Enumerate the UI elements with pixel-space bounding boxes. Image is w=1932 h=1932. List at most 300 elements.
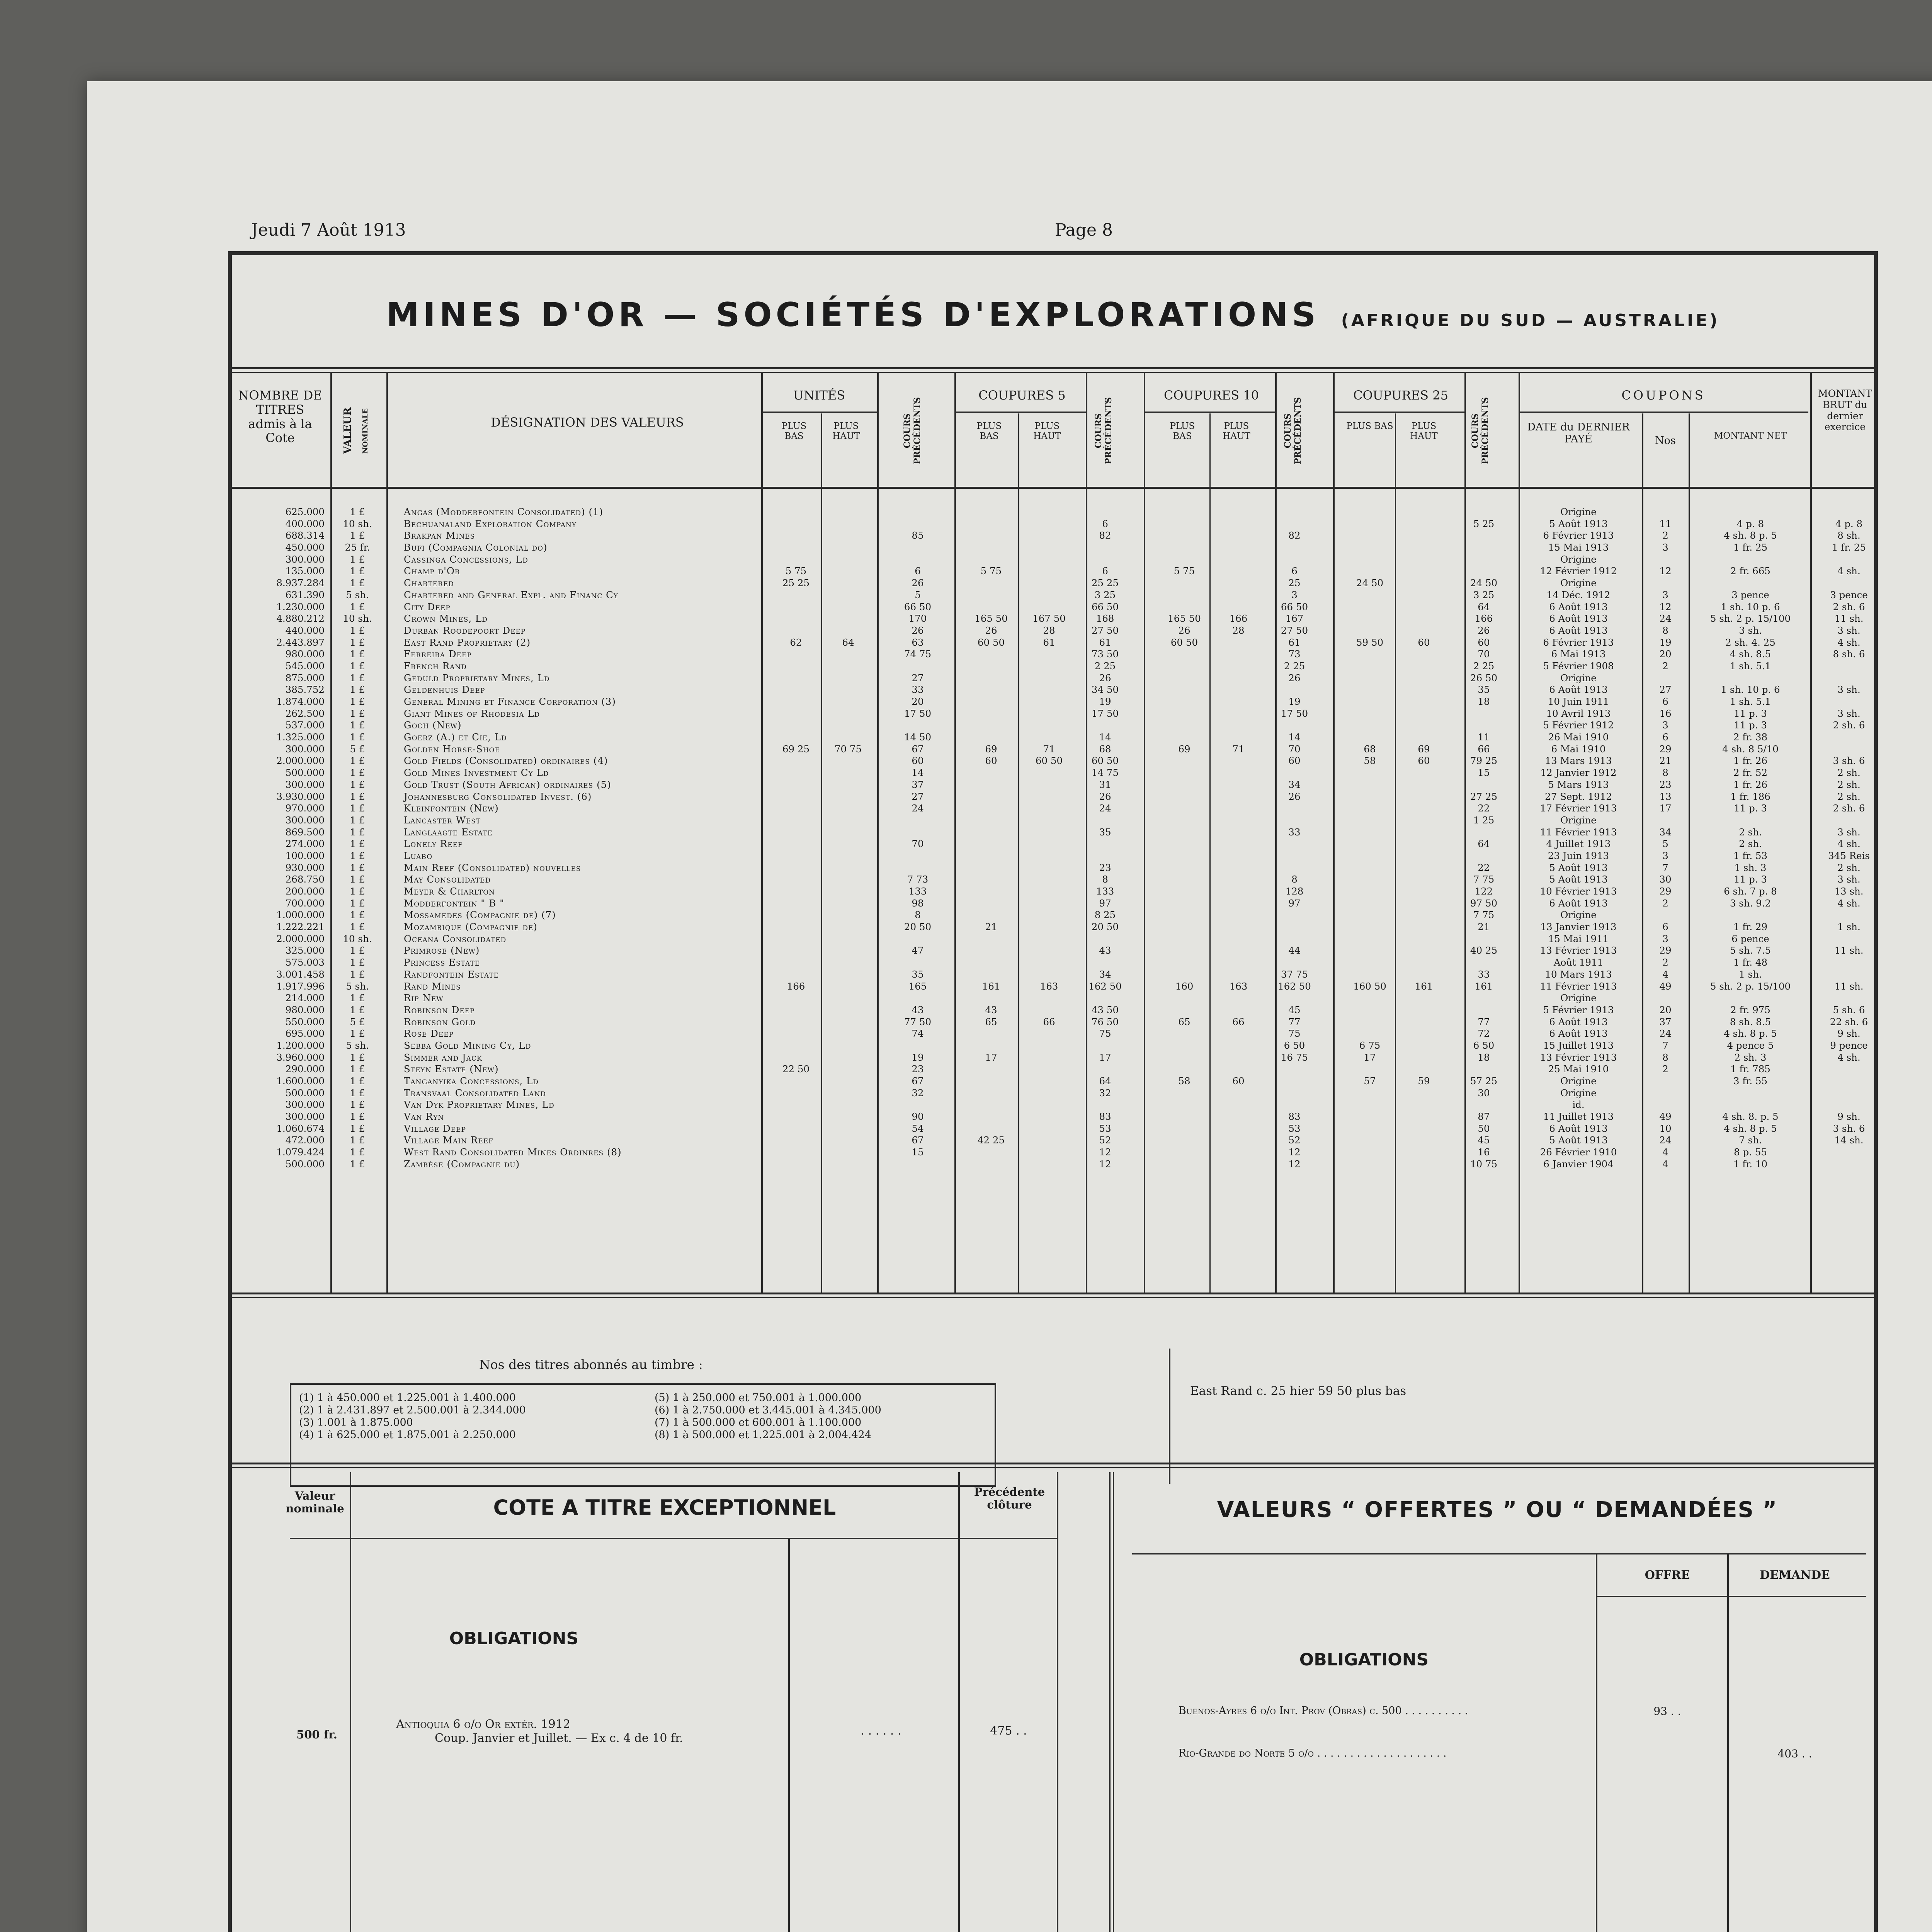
- rule: [290, 1538, 1057, 1539]
- table-row: [232, 1146, 1874, 1158]
- col-nominale: NOMINALE: [361, 408, 369, 454]
- cell-no: 24: [1659, 1028, 1672, 1039]
- cell-d: Modderfontein " B ": [404, 897, 505, 909]
- abonnes-col-b: (5) 1 à 250.000 et 750.001 à 1.000.000 (6) 1 à 2.750.000 et 3.445.001 à 4.345.000 (7) 1 à 500.000 et 600.001 à 1.100.000 (8) 1 à 500.000 et 1.225.001 à 2.004.424: [655, 1392, 881, 1441]
- cell-v: 1 £: [350, 707, 365, 719]
- cell-date: 6 Mai 1910: [1551, 743, 1606, 755]
- cell-a3: 35: [1099, 826, 1111, 838]
- table-row: [232, 1075, 1874, 1087]
- cell-c3: 11: [1478, 731, 1490, 743]
- cell-brut: 13 sh.: [1834, 886, 1864, 897]
- cell-date: 6 Août 1913: [1549, 1028, 1608, 1039]
- cell-no: 10: [1659, 1122, 1672, 1134]
- cell-v: 1 £: [350, 1146, 365, 1158]
- cell-v: 1 £: [350, 814, 365, 826]
- cell-c2: 60: [1418, 755, 1430, 767]
- cell-v: 1 £: [350, 601, 365, 612]
- cell-n: 2.000.000: [276, 755, 325, 767]
- cell-c1: 57: [1364, 1075, 1376, 1087]
- cell-no: 27: [1659, 684, 1672, 696]
- cell-v: 1 £: [350, 696, 365, 707]
- cell-d: Rose Deep: [404, 1028, 454, 1039]
- cell-d: Johannesburg Consolidated Invest. (6): [404, 791, 592, 802]
- cell-cp: 77 50: [904, 1016, 932, 1027]
- cell-brut: 3 sh.: [1837, 826, 1861, 838]
- cell-n: 325.000: [285, 945, 325, 956]
- cell-no: 8: [1662, 1051, 1668, 1063]
- cell-date: 13 Janvier 1913: [1540, 921, 1617, 933]
- exc-row-dots: . . . . . .: [861, 1724, 901, 1738]
- cell-date: 6 Mai 1913: [1551, 648, 1606, 660]
- col-coupons: COUPONS: [1621, 388, 1706, 403]
- offertes-h-offre: OFFRE: [1645, 1568, 1690, 1582]
- cell-d: Zambèse (Compagnie du): [404, 1158, 520, 1170]
- cell-c3: 3 25: [1473, 589, 1495, 600]
- cell-brut: 1 sh.: [1837, 921, 1861, 933]
- cell-n: 500.000: [285, 1158, 325, 1170]
- cell-v: 10 sh.: [343, 518, 372, 529]
- cell-brut: 4 sh.: [1837, 838, 1861, 850]
- table-row: [232, 719, 1874, 731]
- cell-no: 2: [1662, 1063, 1668, 1075]
- col-coupures5: COUPURES 5: [978, 388, 1066, 403]
- cell-c3: 57 25: [1470, 1075, 1498, 1087]
- page-header: [251, 220, 1893, 247]
- offertes-row-demande: 403 . .: [1777, 1747, 1812, 1760]
- cell-cp: 37: [912, 779, 924, 790]
- col-valeur: VALEUR: [342, 407, 354, 454]
- cell-date: 6 Août 1913: [1549, 684, 1608, 696]
- cell-v: 1 £: [350, 1099, 365, 1111]
- cell-c1: 68: [1364, 743, 1376, 755]
- cell-c3: 22: [1478, 803, 1490, 814]
- cell-c3: 1 25: [1473, 814, 1495, 826]
- cell-b3: 12: [1288, 1146, 1301, 1158]
- cell-no: 24: [1659, 1134, 1672, 1146]
- cell-a3: 133: [1096, 886, 1114, 897]
- cell-d: Lancaster West: [404, 814, 481, 826]
- cell-cp: 24: [912, 803, 924, 814]
- cell-a3: 60 50: [1091, 755, 1119, 767]
- table-row: [232, 625, 1874, 637]
- cell-brut: 2 sh.: [1837, 862, 1861, 873]
- col-date: DATE du DERNIER PAYÉ: [1527, 421, 1630, 446]
- cell-net: 3 sh. 9.2: [1730, 897, 1771, 909]
- cell-n: 300.000: [285, 553, 325, 565]
- cell-net: 2 sh. 4. 25: [1725, 636, 1776, 648]
- cell-v: 1 £: [350, 684, 365, 696]
- cell-cp: 6: [915, 565, 921, 577]
- table-row: [232, 1123, 1874, 1135]
- cell-cp: 133: [908, 886, 927, 897]
- cell-n: 8.937.284: [276, 577, 325, 589]
- cell-b3: 83: [1288, 1111, 1301, 1122]
- cell-a3: 19: [1099, 696, 1111, 707]
- cell-date: Origine: [1560, 506, 1597, 517]
- table-row: [232, 648, 1874, 660]
- cell-c3: 18: [1478, 1051, 1490, 1063]
- cell-c2: 59: [1418, 1075, 1430, 1087]
- cell-b1: 160: [1175, 980, 1194, 992]
- exc-section: OBLIGATIONS: [449, 1629, 579, 1648]
- cell-c3: 66: [1478, 743, 1490, 755]
- cell-c2: 69: [1418, 743, 1430, 755]
- mines-table: [232, 506, 1874, 1170]
- table-row: [232, 909, 1874, 921]
- cell-v: 1 £: [350, 921, 365, 933]
- col-unites-haut: PLUS HAUT: [832, 421, 860, 442]
- issue-date: Jeudi 7 Août 1913: [251, 220, 406, 240]
- cell-no: 21: [1659, 755, 1672, 767]
- cell-cp: 67: [912, 1075, 924, 1087]
- cell-date: 10 Février 1913: [1540, 886, 1617, 897]
- cell-d: Main Reef (Consolidated) nouvelles: [404, 862, 581, 873]
- cell-net: 2 fr. 665: [1730, 565, 1770, 577]
- cell-net: 1 fr. 53: [1733, 850, 1768, 861]
- cell-net: 4 sh. 8 p. 5: [1724, 530, 1777, 541]
- cell-date: 5 Mars 1913: [1548, 779, 1609, 790]
- cell-brut: 4 sh.: [1837, 636, 1861, 648]
- cell-a1: 5 75: [980, 565, 1002, 577]
- cell-net: 4 sh. 8 5/10: [1722, 743, 1779, 755]
- cell-cp: 33: [912, 684, 924, 696]
- cell-brut: 2 sh. 6: [1833, 719, 1865, 731]
- cell-cp: 90: [912, 1111, 924, 1122]
- cell-a3: 24: [1099, 803, 1111, 814]
- cell-v: 1 £: [350, 850, 365, 861]
- cell-d: Luabo: [404, 850, 433, 861]
- table-row: [232, 850, 1874, 862]
- cell-d: Oceana Consolidated: [404, 933, 507, 944]
- cell-a3: 68: [1099, 743, 1111, 755]
- cell-brut: 9 sh.: [1837, 1111, 1861, 1122]
- col-montant-net: MONTANT NET: [1714, 431, 1787, 441]
- cell-net: 3 sh.: [1739, 624, 1762, 636]
- table-row: [232, 530, 1874, 542]
- cell-net: 4 sh. 8 p. 5: [1724, 1028, 1777, 1039]
- cell-a3: 26: [1099, 791, 1111, 802]
- cell-n: 500.000: [285, 1087, 325, 1099]
- exc-h-valeur: Valeur nominale: [286, 1489, 344, 1515]
- cell-date: 12 Février 1912: [1540, 565, 1617, 577]
- cell-d: Robinson Deep: [404, 1004, 475, 1015]
- col-numero: Nos: [1655, 435, 1676, 447]
- cell-c3: 22: [1478, 862, 1490, 873]
- cell-c3: 45: [1478, 1134, 1490, 1146]
- col-cours-prec-3: COURS PRÉCÉDENTS: [1283, 397, 1303, 465]
- cell-n: 100.000: [285, 850, 325, 861]
- cell-n: 1.600.000: [276, 1075, 325, 1087]
- table-row: [232, 577, 1874, 589]
- cell-v: 5 sh.: [346, 1039, 369, 1051]
- cell-b3: 66 50: [1281, 601, 1308, 612]
- cell-brut: 8 sh.: [1837, 530, 1861, 541]
- cell-n: 262.500: [285, 707, 325, 719]
- cell-cp: 60: [912, 755, 924, 767]
- cell-d: Lonely Reef: [404, 838, 463, 850]
- cell-c2: 161: [1415, 980, 1433, 992]
- cell-d: May Consolidated: [404, 874, 491, 885]
- cell-c3: 161: [1475, 980, 1493, 992]
- table-row: [232, 506, 1874, 518]
- cell-v: 25 fr.: [345, 542, 370, 553]
- rule: [1057, 1472, 1058, 1932]
- cell-c1: 17: [1364, 1051, 1376, 1063]
- table-row: [232, 803, 1874, 815]
- cell-brut: 2 sh.: [1837, 767, 1861, 779]
- cell-a3: 66 50: [1091, 601, 1119, 612]
- cell-a1: 42 25: [977, 1134, 1005, 1146]
- cell-d: Chartered and General Expl. and Financ Cy: [404, 589, 619, 600]
- cell-brut: 3 sh.: [1837, 874, 1861, 885]
- table-row: [232, 815, 1874, 827]
- cell-no: 7: [1662, 1039, 1668, 1051]
- cell-n: 625.000: [285, 506, 325, 517]
- cell-net: 11 p. 3: [1734, 707, 1767, 719]
- cell-n: 1.079.424: [276, 1146, 325, 1158]
- cell-v: 1 £: [350, 755, 365, 767]
- cell-b1: 5 75: [1173, 565, 1195, 577]
- cell-a3: 162 50: [1088, 980, 1122, 992]
- cell-a1: 165 50: [975, 613, 1008, 624]
- cell-c3: 7 75: [1473, 909, 1495, 921]
- east-rand-note: East Rand c. 25 hier 59 50 plus bas: [1190, 1384, 1406, 1398]
- cell-no: 12: [1659, 565, 1672, 577]
- cell-brut: 9 sh.: [1837, 1028, 1861, 1039]
- exc-title: COTE A TITRE EXCEPTIONNEL: [493, 1495, 836, 1520]
- cell-b3: 77: [1288, 1016, 1301, 1027]
- cell-a1: 17: [985, 1051, 997, 1063]
- cell-brut: 11 sh.: [1834, 980, 1864, 992]
- table-row: [232, 1028, 1874, 1040]
- cell-d: Geduld Proprietary Mines, Ld: [404, 672, 550, 684]
- cell-a2: 66: [1043, 1016, 1055, 1027]
- cell-u1: 22 50: [782, 1063, 810, 1075]
- cell-cp: 98: [912, 897, 924, 909]
- table-row: [232, 791, 1874, 803]
- cell-b3: 167: [1285, 613, 1304, 624]
- cell-brut: 3 sh.: [1837, 684, 1861, 696]
- cell-net: 2 sh. 3: [1734, 1051, 1767, 1063]
- cell-no: 19: [1659, 636, 1672, 648]
- cell-no: 5: [1662, 838, 1668, 850]
- cell-v: 1 £: [350, 1075, 365, 1087]
- cell-n: 472.000: [285, 1134, 325, 1146]
- cell-b3: 17 50: [1281, 707, 1308, 719]
- cell-d: Champ d'Or: [404, 565, 460, 577]
- cell-net: 5 sh. 7.5: [1730, 945, 1771, 956]
- col-c25-bas: PLUS BAS: [1346, 421, 1393, 431]
- cell-no: 49: [1659, 1111, 1672, 1122]
- cell-net: 8 p. 55: [1734, 1146, 1767, 1158]
- cell-d: Kleinfontein (New): [404, 803, 499, 814]
- cell-n: 3.001.458: [276, 968, 325, 980]
- cell-d: Bufi (Compagnia Colonial do): [404, 542, 548, 553]
- cell-u1: 69 25: [782, 743, 810, 755]
- cell-a3: 12: [1099, 1158, 1111, 1170]
- cell-no: 16: [1659, 707, 1672, 719]
- cell-net: 1 fr. 186: [1730, 791, 1770, 802]
- cell-n: 1.200.000: [276, 1039, 325, 1051]
- cell-brut: 4 p. 8: [1835, 518, 1863, 529]
- cell-d: Langlaagte Estate: [404, 826, 493, 838]
- cell-cp: 7 73: [907, 874, 929, 885]
- cell-n: 1.230.000: [276, 601, 325, 612]
- col-cours-prec-1: COURS PRÉCÉDENTS: [902, 397, 922, 465]
- cell-brut: 1 fr. 25: [1832, 542, 1866, 553]
- cell-brut: 3 sh.: [1837, 624, 1861, 636]
- cell-brut: 3 sh.: [1837, 707, 1861, 719]
- cell-c3: 64: [1478, 838, 1490, 850]
- cell-d: Gold Trust (South African) ordinaires (5): [404, 779, 611, 790]
- cell-a1: 161: [982, 980, 1000, 992]
- cell-c3: 26 50: [1470, 672, 1498, 684]
- cell-no: 23: [1659, 779, 1672, 790]
- cell-n: 440.000: [285, 624, 325, 636]
- cell-a1: 69: [985, 743, 997, 755]
- cell-date: 11 Février 1913: [1540, 826, 1617, 838]
- cell-brut: 3 sh. 6: [1833, 755, 1865, 767]
- col-c10-haut: PLUS HAUT: [1223, 421, 1250, 442]
- cell-no: 12: [1659, 601, 1672, 612]
- cell-d: Van Dyk Proprietary Mines, Ld: [404, 1099, 554, 1111]
- cell-no: 20: [1659, 1004, 1672, 1015]
- cell-cp: 67: [912, 743, 924, 755]
- cell-n: 1.874.000: [276, 696, 325, 707]
- offertes-h-demande: DEMANDE: [1760, 1568, 1830, 1582]
- cell-date: 15 Mai 1911: [1548, 933, 1609, 944]
- cell-net: 7 sh.: [1739, 1134, 1762, 1146]
- cell-n: 1.325.000: [276, 731, 325, 743]
- cell-date: 5 Février 1908: [1543, 660, 1614, 672]
- cell-a3: 97: [1099, 897, 1111, 909]
- cell-date: id.: [1572, 1099, 1585, 1111]
- cell-brut: 3 sh. 6: [1833, 1122, 1865, 1134]
- cell-cp: 43: [912, 1004, 924, 1015]
- cell-no: 7: [1662, 862, 1668, 873]
- col-c10-bas: PLUS BAS: [1170, 421, 1195, 442]
- col-coupures10: COUPURES 10: [1164, 388, 1259, 403]
- table-row: [232, 1063, 1874, 1075]
- cell-d: French Rand: [404, 660, 467, 672]
- cell-date: 6 Août 1913: [1549, 613, 1608, 624]
- table-row: [232, 874, 1874, 886]
- cell-n: 135.000: [285, 565, 325, 577]
- cell-net: 4 pence 5: [1727, 1039, 1774, 1051]
- cell-n: 575.003: [285, 957, 325, 968]
- cell-b3: 8: [1291, 874, 1298, 885]
- cell-d: Bechuanaland Exploration Company: [404, 518, 577, 529]
- cell-cp: 165: [908, 980, 927, 992]
- cell-v: 1 £: [350, 719, 365, 731]
- table-row: [232, 601, 1874, 613]
- rule: [1333, 412, 1464, 413]
- cell-a3: 26: [1099, 672, 1111, 684]
- cell-cp: 74: [912, 1028, 924, 1039]
- cell-c3: 33: [1478, 968, 1490, 980]
- cell-a3: 43 50: [1091, 1004, 1119, 1015]
- cell-b3: 3: [1291, 589, 1298, 600]
- cell-no: 29: [1659, 886, 1672, 897]
- cell-c3: 79 25: [1470, 755, 1498, 767]
- cell-cp: 23: [912, 1063, 924, 1075]
- cell-b3: 128: [1285, 886, 1304, 897]
- cell-date: Origine: [1560, 672, 1597, 684]
- cell-a2: 61: [1043, 636, 1055, 648]
- cell-v: 1 £: [350, 1111, 365, 1122]
- table-row: [232, 945, 1874, 957]
- cell-v: 1 £: [350, 791, 365, 802]
- cell-a1: 60: [985, 755, 997, 767]
- cell-b3: 2 25: [1284, 660, 1305, 672]
- cell-v: 1 £: [350, 767, 365, 779]
- cell-date: 6 Janvier 1904: [1543, 1158, 1614, 1170]
- cell-net: 6 pence: [1731, 933, 1769, 944]
- cell-date: 6 Août 1913: [1549, 897, 1608, 909]
- cell-d: Primrose (New): [404, 945, 480, 956]
- cell-date: 12 Janvier 1912: [1540, 767, 1617, 779]
- cell-v: 1 £: [350, 624, 365, 636]
- exc-row-val: 500 fr.: [296, 1728, 337, 1741]
- rule: [1132, 1553, 1866, 1554]
- rule: [232, 1463, 1874, 1464]
- cell-no: 3: [1662, 719, 1668, 731]
- cell-a2: 167 50: [1032, 613, 1066, 624]
- cell-v: 1 £: [350, 1158, 365, 1170]
- cell-cp: 74 75: [904, 648, 932, 660]
- cell-cp: 66 50: [904, 601, 932, 612]
- cell-c2: 60: [1418, 636, 1430, 648]
- cell-brut: 2 sh.: [1837, 779, 1861, 790]
- cell-a2: 163: [1040, 980, 1058, 992]
- cell-n: 980.000: [285, 648, 325, 660]
- col-cours-prec-4: COURS PRÉCÉDENTS: [1470, 397, 1490, 465]
- cell-cp: 5: [915, 589, 921, 600]
- cell-no: 8: [1662, 767, 1668, 779]
- mines-section-title: MINES D'OR — SOCIÉTÉS D'EXPLORATIONS (AFRIQUE DU SUD — AUSTRALIE): [386, 296, 1720, 334]
- cell-b3: 60: [1288, 755, 1301, 767]
- rule: [232, 372, 1874, 373]
- cell-no: 2: [1662, 957, 1668, 968]
- cell-date: 17 Février 1913: [1540, 803, 1617, 814]
- cell-v: 1 £: [350, 909, 365, 921]
- cell-date: 4 Juillet 1913: [1546, 838, 1611, 850]
- offertes-title: VALEURS “ OFFERTES ” OU “ DEMANDÉES ”: [1217, 1497, 1778, 1522]
- table-row: [232, 921, 1874, 933]
- cell-no: 3: [1662, 542, 1668, 553]
- cell-c3: 40 25: [1470, 945, 1498, 956]
- rule: [1109, 1472, 1111, 1932]
- cell-c3: 5 25: [1473, 518, 1495, 529]
- cell-v: 1 £: [350, 1028, 365, 1039]
- cell-n: 300.000: [285, 743, 325, 755]
- cell-net: 1 sh. 5.1: [1730, 696, 1771, 707]
- abonnes-title: Nos des titres abonnés au timbre :: [479, 1357, 703, 1372]
- cell-c3: 70: [1478, 648, 1490, 660]
- cell-d: Rip New: [404, 992, 444, 1004]
- cell-no: 4: [1662, 968, 1668, 980]
- cell-a3: 14 75: [1091, 767, 1119, 779]
- cell-a3: 20 50: [1091, 921, 1119, 933]
- cell-net: 1 fr. 25: [1733, 542, 1768, 553]
- table-row: [232, 767, 1874, 779]
- cell-date: Origine: [1560, 577, 1597, 589]
- cell-date: 10 Avril 1913: [1546, 707, 1611, 719]
- cell-b3: 6: [1291, 565, 1298, 577]
- cell-b3: 27 50: [1281, 624, 1308, 636]
- cell-net: 1 sh.: [1739, 968, 1762, 980]
- col-c5-haut: PLUS HAUT: [1033, 421, 1061, 442]
